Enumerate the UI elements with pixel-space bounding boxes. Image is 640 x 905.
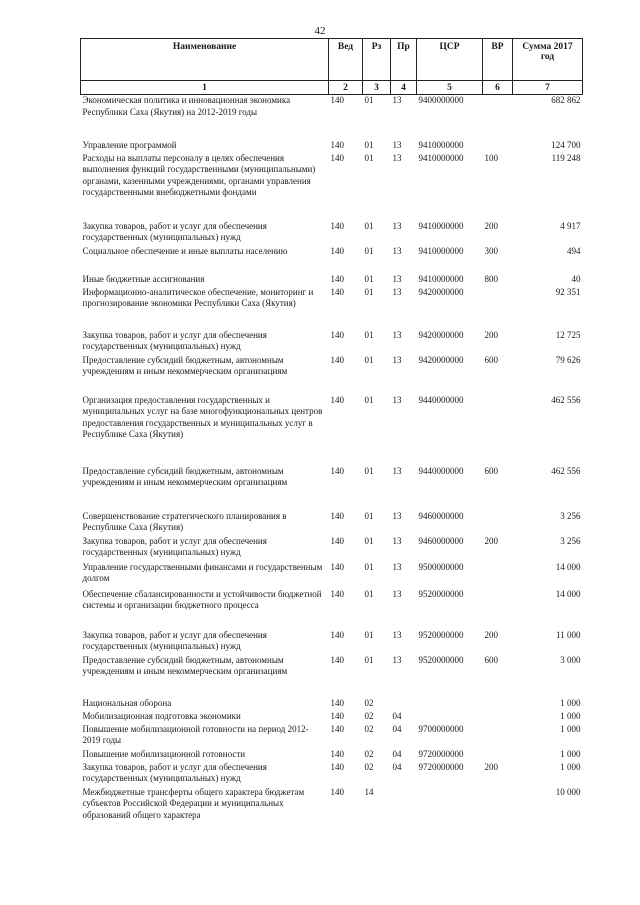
row-ved: 140	[330, 761, 344, 772]
row-vr: 800	[484, 273, 498, 284]
row-name: Национальная оборона	[82, 697, 172, 708]
row-ved: 140	[330, 273, 344, 284]
header-sum: Сумма 2017 год	[513, 39, 583, 81]
row-rz: 01	[364, 245, 374, 256]
row-vr: 200	[484, 535, 498, 546]
row-name: Управление государственными финансами и государственным долгом	[82, 561, 323, 583]
row-vr: 600	[484, 354, 498, 365]
row-pr: 04	[392, 761, 402, 772]
table-row	[81, 749, 583, 762]
row-vr	[483, 95, 513, 140]
row-csr: 9700000000	[418, 723, 464, 734]
table-row	[81, 698, 583, 711]
row-csr: 9440000000	[418, 394, 464, 405]
row-ved: 140	[330, 710, 344, 721]
row-name: Повышение мобилизационной готовности на период 2012-2019 годы	[82, 723, 309, 745]
header-row	[81, 39, 583, 81]
row-vr	[483, 787, 513, 827]
table-row	[81, 140, 583, 153]
row-csr: 9520000000	[418, 588, 464, 599]
table-row	[81, 787, 583, 827]
row-sum: 11 000	[556, 629, 581, 640]
row-rz: 01	[364, 629, 374, 640]
row-sum: 14 000	[555, 561, 581, 572]
row-pr: 13	[392, 510, 402, 521]
row-rz: 02	[364, 710, 374, 721]
row-pr: 13	[392, 394, 402, 405]
row-rz: 14	[364, 786, 374, 797]
row-sum: 119 248	[551, 152, 581, 163]
row-pr: 13	[392, 273, 402, 284]
row-rz: 01	[364, 465, 374, 476]
row-rz: 01	[364, 535, 374, 546]
row-vr	[483, 511, 513, 536]
table-row	[81, 153, 583, 221]
row-sum: 124 700	[551, 139, 581, 150]
page-number: 42	[314, 25, 326, 37]
row-csr: 9410000000	[418, 220, 464, 231]
column-number: 1	[81, 81, 329, 95]
row-name: Расходы на выплаты персоналу в целях обеспечения выполнения функций государственными (муниципальными) органами, казенными учреждениями, органами управления государственными внебюджетными фондами	[82, 152, 316, 197]
row-name: Закупка товаров, работ и услуг для обеспечения государственных (муниципальных) нужд	[82, 220, 267, 242]
row-vr	[483, 562, 513, 589]
row-vr	[483, 287, 513, 330]
row-name: Предоставление субсидий бюджетным, автономным учреждениям и иным некоммерческим организациям	[82, 654, 288, 676]
table-row	[81, 274, 583, 287]
row-rz: 01	[364, 286, 374, 297]
row-ved: 140	[330, 329, 344, 340]
row-sum: 92 351	[555, 286, 581, 297]
row-csr	[417, 698, 483, 711]
header-csr: ЦСР	[417, 39, 483, 81]
row-vr: 100	[484, 152, 498, 163]
row-vr	[483, 711, 513, 724]
row-sum: 3 256	[560, 510, 581, 521]
row-rz: 01	[364, 510, 374, 521]
table-row	[81, 589, 583, 630]
table-row	[81, 466, 583, 511]
row-ved: 140	[330, 220, 344, 231]
row-sum: 79 626	[555, 354, 581, 365]
row-sum: 3 000	[560, 654, 581, 665]
row-sum: 14 000	[555, 588, 581, 599]
row-rz: 01	[364, 139, 374, 150]
row-pr: 13	[392, 629, 402, 640]
row-pr: 13	[392, 245, 402, 256]
row-vr: 200	[484, 329, 498, 340]
column-number: 7	[513, 81, 583, 95]
row-vr: 600	[484, 654, 498, 665]
column-number: 5	[417, 81, 483, 95]
row-rz: 01	[364, 561, 374, 572]
row-vr: 600	[484, 465, 498, 476]
row-name: Предоставление субсидий бюджетным, автономным учреждениям и иным некоммерческим организациям	[82, 465, 288, 487]
table-row	[81, 287, 583, 330]
row-name: Экономическая политика и инновационная экономика Республики Саха (Якутия) на 2012-2019 годы	[82, 95, 291, 117]
row-name: Информационно-аналитическое обеспечение, мониторинг и прогнозирование экономики Республики Саха (Якутия)	[82, 286, 314, 308]
row-pr	[391, 787, 417, 827]
column-number-row	[81, 81, 583, 95]
table-row	[81, 630, 583, 655]
row-csr: 9460000000	[418, 535, 464, 546]
budget-table	[80, 38, 583, 827]
row-pr: 13	[392, 220, 402, 231]
row-name: Организация предоставления государственных и муниципальных услуг на базе многофункциональных центров предоставления государственных и муниципальных услуг в Республике Саха (Якутия)	[82, 394, 323, 439]
row-ved: 140	[330, 95, 344, 105]
row-vr	[483, 724, 513, 749]
row-ved: 140	[330, 535, 344, 546]
row-name: Обеспечение сбалансированности и устойчивости бюджетной системы и организации бюджетного процесса	[82, 588, 322, 610]
column-number: 2	[329, 81, 363, 95]
row-ved: 140	[330, 786, 344, 797]
row-pr: 13	[392, 354, 402, 365]
row-sum: 12 725	[555, 329, 581, 340]
table-row	[81, 711, 583, 724]
table-row	[81, 762, 583, 787]
row-vr: 200	[484, 629, 498, 640]
table-row	[81, 655, 583, 698]
row-vr: 200	[484, 761, 498, 772]
row-pr: 13	[392, 95, 402, 105]
header-rz: Рз	[363, 39, 391, 81]
row-csr: 9440000000	[418, 465, 464, 476]
row-pr: 13	[392, 561, 402, 572]
row-rz: 01	[364, 220, 374, 231]
table-row	[81, 562, 583, 589]
row-pr: 13	[392, 139, 402, 150]
header-name: Наименование	[81, 39, 329, 81]
row-sum: 682 862	[551, 95, 581, 105]
row-pr: 13	[392, 588, 402, 599]
row-pr	[391, 698, 417, 711]
row-rz: 02	[364, 748, 374, 759]
row-ved: 140	[330, 629, 344, 640]
row-sum: 4 917	[560, 220, 581, 231]
row-pr: 13	[392, 465, 402, 476]
row-name: Межбюджетные трансферты общего характера бюджетам субъектов Российской Федерации и муниципальных образований общего характера	[82, 786, 305, 820]
row-csr: 9520000000	[418, 654, 464, 665]
row-pr: 04	[392, 748, 402, 759]
row-csr	[417, 787, 483, 827]
row-pr: 13	[392, 329, 402, 340]
row-vr	[483, 698, 513, 711]
column-number: 4	[391, 81, 417, 95]
row-vr	[483, 749, 513, 762]
table-row	[81, 95, 583, 140]
row-name: Закупка товаров, работ и услуг для обеспечения государственных (муниципальных) нужд	[82, 329, 267, 351]
row-rz: 02	[364, 761, 374, 772]
row-ved: 140	[330, 723, 344, 734]
row-csr: 9410000000	[418, 245, 464, 256]
row-ved: 140	[330, 654, 344, 665]
column-number: 6	[483, 81, 513, 95]
row-sum: 40	[571, 273, 581, 284]
row-csr	[417, 711, 483, 724]
row-name: Социальное обеспечение и иные выплаты населению	[82, 245, 288, 256]
row-ved: 140	[330, 510, 344, 521]
row-name: Совершенствование стратегического планирования в Республике Саха (Якутия)	[82, 510, 287, 532]
row-ved: 140	[330, 588, 344, 599]
row-rz: 02	[364, 723, 374, 734]
table-row	[81, 724, 583, 749]
row-rz: 01	[364, 588, 374, 599]
row-sum: 10 000	[555, 786, 581, 797]
row-ved: 140	[330, 245, 344, 256]
table-row	[81, 246, 583, 274]
row-name: Иные бюджетные ассигнования	[82, 273, 205, 284]
row-pr: 13	[392, 654, 402, 665]
column-number: 3	[363, 81, 391, 95]
table-row	[81, 511, 583, 536]
row-csr: 9420000000	[418, 354, 464, 365]
table-row	[81, 355, 583, 395]
header-vr: ВР	[483, 39, 513, 81]
row-name: Мобилизационная подготовка экономики	[82, 710, 241, 721]
row-pr: 13	[392, 286, 402, 297]
row-csr: 9500000000	[418, 561, 464, 572]
row-csr: 9420000000	[418, 286, 464, 297]
row-ved: 140	[330, 394, 344, 405]
row-rz: 01	[364, 354, 374, 365]
row-csr: 9400000000	[418, 95, 464, 105]
row-ved: 140	[330, 354, 344, 365]
row-vr	[483, 395, 513, 466]
row-name: Предоставление субсидий бюджетным, автономным учреждениям и иным некоммерческим организациям	[82, 354, 288, 376]
row-sum: 1 000	[560, 748, 581, 759]
row-sum: 1 000	[560, 710, 581, 721]
table-row	[81, 330, 583, 355]
row-rz: 01	[364, 329, 374, 340]
row-pr: 13	[392, 152, 402, 163]
row-csr: 9410000000	[418, 139, 464, 150]
row-sum: 462 556	[551, 465, 581, 476]
row-rz: 01	[364, 95, 374, 105]
row-ved: 140	[330, 465, 344, 476]
row-sum: 494	[567, 245, 581, 256]
row-csr: 9720000000	[418, 761, 464, 772]
row-sum: 3 256	[560, 535, 581, 546]
row-vr	[483, 589, 513, 630]
row-ved: 140	[330, 152, 344, 163]
row-vr	[483, 140, 513, 153]
row-vr: 200	[484, 220, 498, 231]
row-csr: 9410000000	[418, 273, 464, 284]
row-name: Закупка товаров, работ и услуг для обеспечения государственных (муниципальных) нужд	[82, 629, 267, 651]
row-ved: 140	[330, 697, 344, 708]
header-ved: Вед	[329, 39, 363, 81]
row-sum: 462 556	[551, 394, 581, 405]
row-ved: 140	[330, 748, 344, 759]
row-name: Закупка товаров, работ и услуг для обеспечения государственных (муниципальных) нужд	[82, 761, 267, 783]
table-row	[81, 221, 583, 246]
row-csr: 9720000000	[418, 748, 464, 759]
row-pr: 04	[392, 710, 402, 721]
row-rz: 01	[364, 654, 374, 665]
row-name: Управление программой	[82, 139, 177, 150]
row-rz: 01	[364, 152, 374, 163]
row-csr: 9520000000	[418, 629, 464, 640]
row-sum: 1 000	[560, 723, 581, 734]
row-ved: 140	[330, 561, 344, 572]
table-body	[81, 95, 583, 827]
table-row	[81, 395, 583, 466]
row-sum: 1 000	[560, 761, 581, 772]
row-rz: 01	[364, 394, 374, 405]
table-row	[81, 536, 583, 562]
row-csr: 9460000000	[418, 510, 464, 521]
row-ved: 140	[330, 286, 344, 297]
row-vr: 300	[484, 245, 498, 256]
row-pr: 04	[392, 723, 402, 734]
row-csr: 9410000000	[418, 152, 464, 163]
row-name: Повышение мобилизационной готовности	[82, 748, 246, 759]
row-ved: 140	[330, 139, 344, 150]
row-rz: 01	[364, 273, 374, 284]
row-rz: 02	[364, 697, 374, 708]
row-csr: 9420000000	[418, 329, 464, 340]
row-pr: 13	[392, 535, 402, 546]
row-name: Закупка товаров, работ и услуг для обеспечения государственных (муниципальных) нужд	[82, 535, 267, 557]
header-pr: Пр	[391, 39, 417, 81]
row-sum: 1 000	[560, 697, 581, 708]
